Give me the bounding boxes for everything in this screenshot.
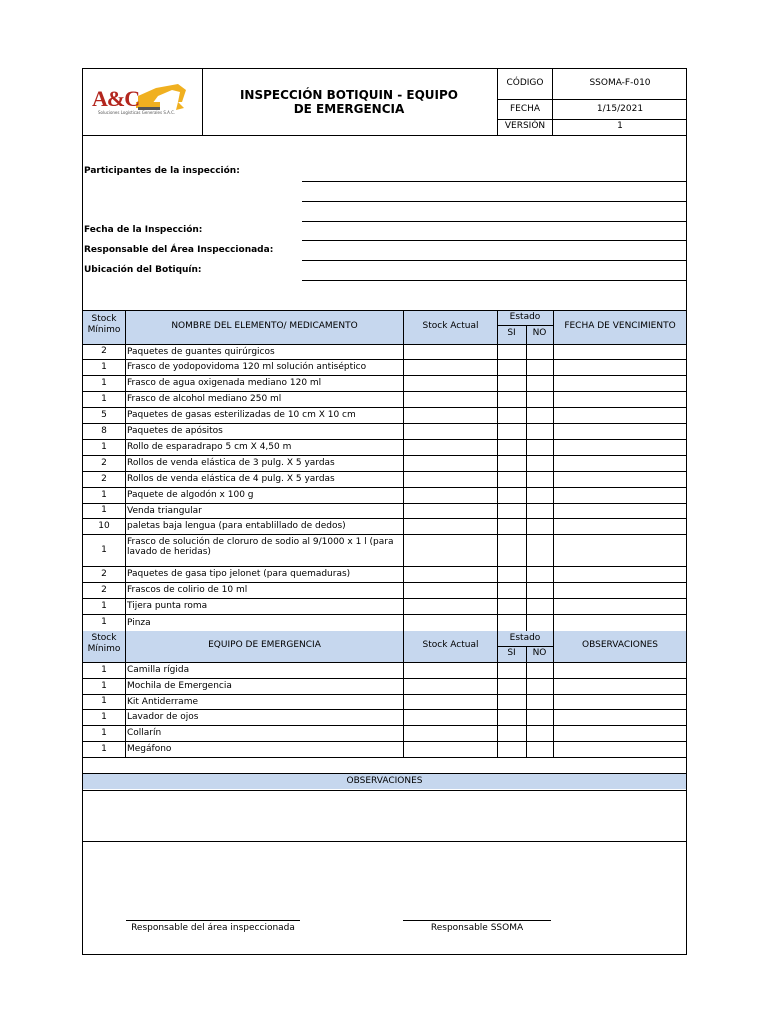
estado-no-cell[interactable] bbox=[526, 535, 553, 566]
version-value: 1 bbox=[617, 121, 623, 131]
estado-si-cell[interactable] bbox=[497, 392, 526, 407]
estado-si-cell[interactable] bbox=[497, 679, 526, 694]
stock-actual-cell[interactable] bbox=[404, 376, 497, 391]
item-name-cell: Frascos de colirio de 10 ml bbox=[127, 585, 248, 595]
extra-cell[interactable] bbox=[553, 376, 687, 391]
item-name-cell: Pinza bbox=[127, 618, 151, 628]
estado-si-cell[interactable] bbox=[497, 742, 526, 757]
signature-line-right[interactable] bbox=[403, 920, 551, 921]
stock-minimo-cell: 1 bbox=[101, 545, 107, 555]
table1-nombre-header: NOMBRE DEL ELEMENTO/ MEDICAMENTO bbox=[171, 321, 358, 331]
company-name: A&C bbox=[92, 86, 140, 111]
estado-no-cell[interactable] bbox=[526, 392, 553, 407]
extra-cell[interactable] bbox=[553, 726, 687, 741]
fecha-inspeccion-label: Fecha de la Inspección: bbox=[84, 225, 203, 235]
extra-cell[interactable] bbox=[553, 360, 687, 375]
stock-actual-cell[interactable] bbox=[404, 519, 497, 534]
estado-si-cell[interactable] bbox=[497, 424, 526, 439]
signature-label-left: Responsable del área inspeccionada bbox=[131, 923, 295, 933]
stock-minimo-cell: 1 bbox=[101, 744, 107, 754]
stock-minimo-cell: 8 bbox=[101, 426, 107, 436]
estado-no-cell[interactable] bbox=[526, 472, 553, 487]
extra-cell[interactable] bbox=[553, 392, 687, 407]
stock-minimo-cell: 1 bbox=[101, 442, 107, 452]
item-name-cell: Paquetes de apósitos bbox=[127, 426, 223, 436]
estado-si-cell[interactable] bbox=[497, 440, 526, 455]
stock-minimo-cell: 1 bbox=[101, 505, 107, 515]
item-name-cell: Rollos de venda elástica de 4 pulg. X 5 yardas bbox=[127, 474, 335, 484]
table2-stock-minimo-header: Stock Mínimo bbox=[87, 633, 121, 654]
stock-actual-cell[interactable] bbox=[404, 742, 497, 757]
estado-si-cell[interactable] bbox=[497, 519, 526, 534]
stock-actual-cell[interactable] bbox=[404, 615, 497, 631]
table2-stock-actual-header: Stock Actual bbox=[422, 640, 479, 650]
fecha-inspeccion-line[interactable] bbox=[302, 240, 687, 241]
extra-cell[interactable] bbox=[553, 599, 687, 614]
stock-minimo-cell: 1 bbox=[101, 378, 107, 388]
table1-si-header: SI bbox=[507, 328, 516, 338]
responsable-line[interactable] bbox=[302, 260, 687, 261]
estado-no-cell[interactable] bbox=[526, 663, 553, 678]
extra-cell[interactable] bbox=[553, 440, 687, 455]
item-name-cell: Collarín bbox=[127, 728, 162, 738]
estado-no-cell[interactable] bbox=[526, 567, 553, 582]
estado-no-cell[interactable] bbox=[526, 360, 553, 375]
estado-no-cell[interactable] bbox=[526, 440, 553, 455]
item-name-cell: Paquetes de gasas esterilizadas de 10 cm X 10 cm bbox=[127, 410, 356, 420]
table2-observaciones-header: OBSERVACIONES bbox=[582, 640, 658, 650]
signature-label-right: Responsable SSOMA bbox=[430, 923, 524, 933]
estado-no-cell[interactable] bbox=[526, 456, 553, 471]
stock-minimo-cell: 1 bbox=[101, 601, 107, 611]
estado-si-cell[interactable] bbox=[497, 345, 526, 359]
stock-minimo-cell: 1 bbox=[101, 490, 107, 500]
item-name-cell: Rollo de esparadrapo 5 cm X 4,50 m bbox=[127, 442, 292, 452]
item-name-cell: Frasco de yodopovidoma 120 ml solución antiséptico bbox=[127, 362, 367, 372]
header-row-line bbox=[497, 99, 687, 100]
item-name-cell: Camilla rígida bbox=[127, 665, 190, 675]
row-separator bbox=[82, 757, 687, 758]
table2-nombre-header: EQUIPO DE EMERGENCIA bbox=[208, 640, 321, 650]
extra-cell[interactable] bbox=[553, 583, 687, 598]
stock-actual-cell[interactable] bbox=[404, 583, 497, 598]
extra-cell[interactable] bbox=[553, 710, 687, 725]
stock-actual-cell[interactable] bbox=[404, 726, 497, 741]
estado-no-cell[interactable] bbox=[526, 583, 553, 598]
item-name-cell: Lavador de ojos bbox=[127, 712, 199, 722]
company-subtitle: Soluciones Logísticas Generales S.A.C. bbox=[98, 110, 176, 115]
extra-cell[interactable] bbox=[553, 504, 687, 518]
estado-si-cell[interactable] bbox=[497, 535, 526, 566]
estado-si-cell[interactable] bbox=[497, 456, 526, 471]
item-name-cell: Paquete de algodón x 100 g bbox=[127, 490, 254, 500]
col-line-si bbox=[526, 325, 527, 631]
estado-no-cell[interactable] bbox=[526, 488, 553, 503]
estado-no-cell[interactable] bbox=[526, 424, 553, 439]
stock-actual-cell[interactable] bbox=[404, 424, 497, 439]
estado-si-cell[interactable] bbox=[497, 360, 526, 375]
header-row-line bbox=[497, 119, 687, 120]
item-name-cell: Mochila de Emergencia bbox=[127, 681, 232, 691]
header-bottom-line bbox=[82, 135, 687, 136]
item-name-cell: Paquetes de gasa tipo jelonet (para quemaduras) bbox=[127, 569, 351, 579]
fecha-label: FECHA bbox=[509, 104, 541, 114]
item-name-cell: Frasco de alcohol mediano 250 ml bbox=[127, 394, 282, 404]
estado-no-cell[interactable] bbox=[526, 679, 553, 694]
stock-actual-cell[interactable] bbox=[404, 663, 497, 678]
estado-no-cell[interactable] bbox=[526, 695, 553, 709]
fecha-value: 1/15/2021 bbox=[596, 104, 644, 114]
obs-bottom-line bbox=[82, 841, 687, 842]
extra-cell[interactable] bbox=[553, 456, 687, 471]
stock-actual-cell[interactable] bbox=[404, 695, 497, 709]
stock-minimo-cell: 1 bbox=[101, 394, 107, 404]
item-name-cell: paletas baja lengua (para entablillado de dedos) bbox=[127, 521, 346, 531]
item-name-cell: Megáfono bbox=[127, 744, 172, 754]
stock-actual-cell[interactable] bbox=[404, 440, 497, 455]
estado-no-cell[interactable] bbox=[526, 599, 553, 614]
stock-minimo-cell: 1 bbox=[101, 665, 107, 675]
item-name-cell: Venda triangular bbox=[127, 506, 202, 516]
stock-actual-cell[interactable] bbox=[404, 456, 497, 471]
stock-minimo-cell: 1 bbox=[101, 696, 107, 706]
stock-minimo-cell: 2 bbox=[101, 346, 107, 356]
extra-cell[interactable] bbox=[553, 742, 687, 757]
stock-actual-cell[interactable] bbox=[404, 599, 497, 614]
estado-si-cell[interactable] bbox=[497, 710, 526, 725]
stock-minimo-cell: 1 bbox=[101, 728, 107, 738]
participantes-line-2[interactable] bbox=[302, 201, 687, 202]
ubicacion-label: Ubicación del Botiquín: bbox=[84, 265, 202, 275]
extra-cell[interactable] bbox=[553, 424, 687, 439]
stock-minimo-cell: 10 bbox=[98, 521, 110, 531]
stock-minimo-cell: 1 bbox=[101, 681, 107, 691]
col-line-no bbox=[553, 310, 554, 757]
extra-cell[interactable] bbox=[553, 695, 687, 709]
estado-si-cell[interactable] bbox=[497, 615, 526, 631]
item-name-cell: Kit Antiderrame bbox=[127, 697, 198, 707]
estado-no-cell[interactable] bbox=[526, 615, 553, 631]
stock-minimo-cell: 5 bbox=[101, 410, 107, 420]
col-line-name bbox=[403, 310, 404, 757]
estado-si-cell[interactable] bbox=[497, 663, 526, 678]
table1-stock-actual-header: Stock Actual bbox=[422, 321, 479, 331]
extra-cell[interactable] bbox=[553, 519, 687, 534]
stock-minimo-cell: 2 bbox=[101, 585, 107, 595]
estado-no-cell[interactable] bbox=[526, 408, 553, 423]
stock-minimo-cell: 1 bbox=[101, 362, 107, 372]
table1-estado-line bbox=[497, 325, 553, 326]
col-line-stock bbox=[125, 310, 126, 757]
participantes-line-3[interactable] bbox=[302, 221, 687, 222]
estado-no-cell[interactable] bbox=[526, 504, 553, 518]
extra-cell[interactable] bbox=[553, 488, 687, 503]
table2-estado-line bbox=[497, 646, 553, 647]
stock-actual-cell[interactable] bbox=[404, 710, 497, 725]
stock-actual-cell[interactable] bbox=[404, 488, 497, 503]
estado-no-cell[interactable] bbox=[526, 376, 553, 391]
estado-si-cell[interactable] bbox=[497, 376, 526, 391]
version-label: VERSIÓN bbox=[504, 121, 546, 131]
estado-si-cell[interactable] bbox=[497, 408, 526, 423]
item-name-cell: Tijera punta roma bbox=[127, 601, 208, 611]
item-name-cell: Rollos de venda elástica de 3 pulg. X 5 yardas bbox=[127, 458, 335, 468]
extra-cell[interactable] bbox=[553, 345, 687, 359]
codigo-label: CÓDIGO bbox=[506, 78, 544, 88]
table1-fecha-vencimiento-header: FECHA DE VENCIMIENTO bbox=[564, 321, 676, 331]
item-name-cell: Frasco de agua oxigenada mediano 120 ml bbox=[127, 378, 322, 388]
stock-actual-cell[interactable] bbox=[404, 504, 497, 518]
stock-actual-cell[interactable] bbox=[404, 392, 497, 407]
extra-cell[interactable] bbox=[553, 472, 687, 487]
extra-cell[interactable] bbox=[553, 535, 687, 566]
item-name-cell: Frasco de solución de cloruro de sodio al 9/1000 x 1 l (para lavado de heridas) bbox=[127, 537, 394, 557]
estado-no-cell[interactable] bbox=[526, 710, 553, 725]
extra-cell[interactable] bbox=[553, 615, 687, 631]
table2-no-header: NO bbox=[532, 648, 547, 658]
stock-actual-cell[interactable] bbox=[404, 567, 497, 582]
stock-minimo-cell: 2 bbox=[101, 458, 107, 468]
responsable-label: Responsable del Área Inspeccionada: bbox=[84, 245, 274, 255]
table1-stock-minimo-header: Stock Mínimo bbox=[87, 314, 121, 335]
stock-minimo-cell: 2 bbox=[101, 474, 107, 484]
estado-si-cell[interactable] bbox=[497, 567, 526, 582]
stock-actual-cell[interactable] bbox=[404, 408, 497, 423]
table2-si-header: SI bbox=[507, 648, 516, 658]
estado-no-cell[interactable] bbox=[526, 742, 553, 757]
extra-cell[interactable] bbox=[553, 408, 687, 423]
stock-actual-cell[interactable] bbox=[404, 345, 497, 359]
estado-si-cell[interactable] bbox=[497, 472, 526, 487]
stock-actual-cell[interactable] bbox=[404, 679, 497, 694]
extra-cell[interactable] bbox=[553, 663, 687, 678]
estado-si-cell[interactable] bbox=[497, 583, 526, 598]
stock-actual-cell[interactable] bbox=[404, 535, 497, 566]
observaciones-area[interactable] bbox=[83, 791, 686, 841]
table1-no-header: NO bbox=[532, 328, 547, 338]
estado-si-cell[interactable] bbox=[497, 504, 526, 518]
participantes-line-1[interactable] bbox=[302, 181, 687, 182]
estado-si-cell[interactable] bbox=[497, 599, 526, 614]
stock-minimo-cell: 1 bbox=[101, 712, 107, 722]
stock-minimo-cell: 2 bbox=[101, 569, 107, 579]
col-line-actual bbox=[497, 310, 498, 757]
stock-minimo-cell: 1 bbox=[101, 617, 107, 627]
ubicacion-line[interactable] bbox=[302, 280, 687, 281]
header-divider bbox=[202, 68, 203, 135]
participantes-label: Participantes de la inspección: bbox=[84, 166, 240, 176]
table1-top-line bbox=[82, 310, 687, 311]
extra-cell[interactable] bbox=[553, 567, 687, 582]
extra-cell[interactable] bbox=[553, 679, 687, 694]
stock-actual-cell[interactable] bbox=[404, 472, 497, 487]
estado-no-cell[interactable] bbox=[526, 345, 553, 359]
estado-si-cell[interactable] bbox=[497, 488, 526, 503]
table1-estado-header: Estado bbox=[509, 312, 541, 322]
col-line-si bbox=[526, 646, 527, 757]
estado-si-cell[interactable] bbox=[497, 726, 526, 741]
stock-actual-cell[interactable] bbox=[404, 360, 497, 375]
observaciones-title: OBSERVACIONES bbox=[346, 776, 423, 786]
estado-no-cell[interactable] bbox=[526, 519, 553, 534]
estado-si-cell[interactable] bbox=[497, 695, 526, 709]
form-title: INSPECCIÓN BOTIQUIN - EQUIPO DE EMERGENCIA bbox=[239, 88, 459, 116]
estado-no-cell[interactable] bbox=[526, 726, 553, 741]
signature-line-left[interactable] bbox=[126, 920, 300, 921]
table2-estado-header: Estado bbox=[509, 633, 541, 643]
item-name-cell: Paquetes de guantes quirúrgicos bbox=[127, 347, 275, 357]
codigo-value: SSOMA-F-010 bbox=[589, 78, 651, 88]
